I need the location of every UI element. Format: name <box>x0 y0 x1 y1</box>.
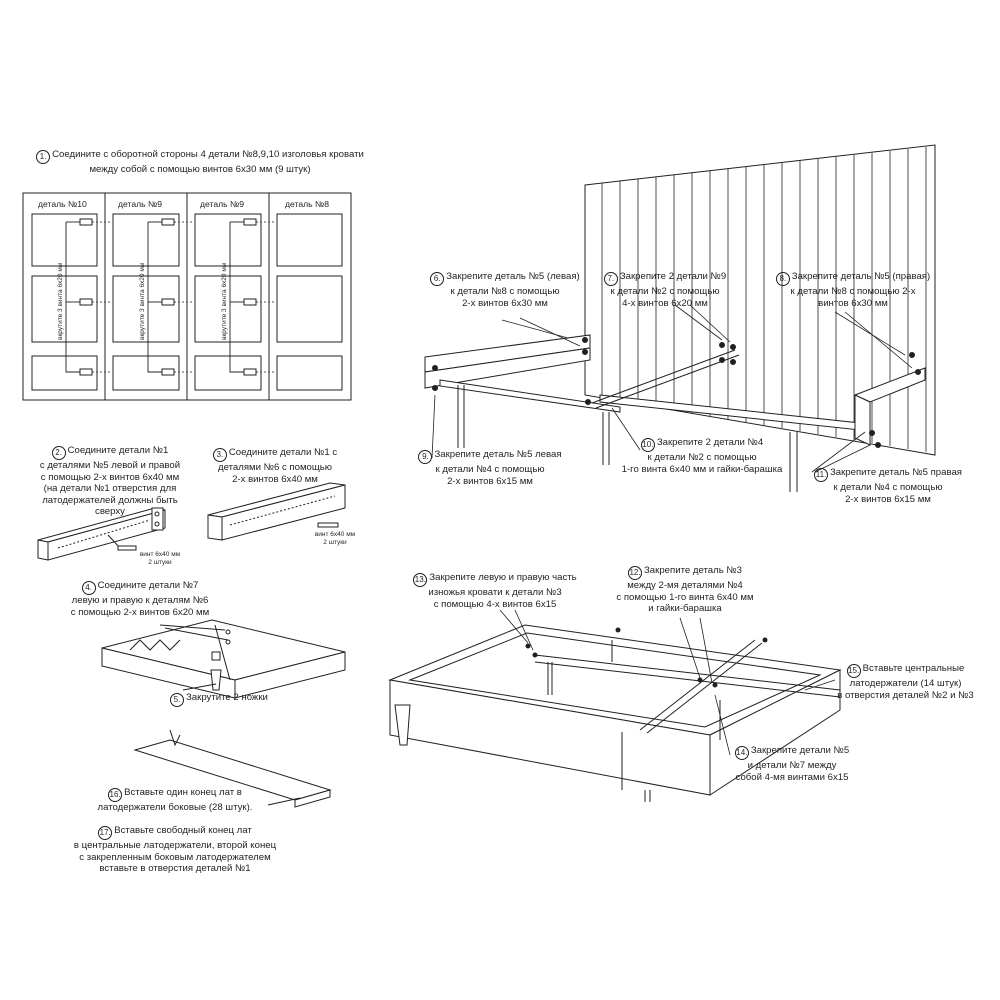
screw-note-a <box>120 551 200 567</box>
step-7-line2: к детали №2 с помощью <box>610 286 720 297</box>
step-number: 10. <box>641 438 655 452</box>
step-4-line2: левую и правую к деталям №6 <box>71 595 209 606</box>
step4-parts <box>102 620 345 698</box>
step-11-line1: Закрепите деталь №5 правая <box>829 467 963 478</box>
label-part-9b: деталь №9 <box>200 199 245 209</box>
label-part-8: деталь №8 <box>285 199 330 209</box>
step-6-line2: к детали №8 с помощью <box>450 286 560 297</box>
step-3-line1: Соедините детали №1 с <box>228 447 338 458</box>
step-number: 13. <box>413 573 427 587</box>
step-2-line3: с помощью 2-х винтов 6х40 мм <box>40 471 180 483</box>
step-7-line1: Закрепите 2 детали №9 <box>619 271 727 282</box>
label-screws-2: вкрутите 3 винта 6х20 мм <box>139 262 146 340</box>
step-10-line2: к детали №2 с помощью <box>647 452 757 463</box>
step-6-line3: 2-х винтов 6х30 мм <box>462 297 548 309</box>
step-15-line3: в отверстия деталей №2 и №3 <box>837 689 974 701</box>
step-number: 9. <box>418 450 432 464</box>
step-number: 12. <box>628 566 642 580</box>
step-17-line1: Вставьте свободный конец лат <box>114 825 252 836</box>
step-9-text <box>410 449 570 487</box>
step-number: 17. <box>98 826 112 840</box>
step-15-line2: латодержатели (14 штук) <box>849 678 962 689</box>
step-3-text <box>200 447 350 485</box>
screw-note-b <box>300 531 370 547</box>
step-11-text <box>808 467 968 505</box>
step-17-line2: в центральные латодержатели, второй конец <box>73 840 277 851</box>
step-13-line2: изножья кровати к детали №3 <box>428 587 562 598</box>
step-5-text <box>170 692 290 707</box>
step-4-text <box>55 580 225 618</box>
step-14-line3: собой 4-мя винтами 6х15 <box>735 771 849 783</box>
step-number: 1. <box>36 150 50 164</box>
step-number: 7. <box>604 272 618 286</box>
step-2-line2: с деталями №5 левой и правой <box>39 460 181 471</box>
step-17-line3: с закрепленным боковым латодержателем <box>79 851 271 863</box>
step-2-line4: (на детали №1 отверстия для <box>43 483 177 495</box>
step-number: 11. <box>814 468 828 482</box>
step-number: 14. <box>735 746 749 760</box>
label-screws-3: вкрутите 3 винта 6х20 мм <box>221 262 228 340</box>
step-number: 15. <box>847 664 861 678</box>
step-16-line2: латодержатели боковые (28 штук). <box>97 802 253 813</box>
step-9-line1: Закрепите деталь №5 левая <box>434 449 562 460</box>
step-3-line2: деталями №6 с помощью <box>218 462 332 473</box>
step-9-line3: 2-х винтов 6х15 мм <box>447 475 533 487</box>
step-10-line3: 1-го винта 6х40 мм и гайки-барашка <box>621 463 783 475</box>
step-15-line1: Вставьте центральные <box>862 663 965 674</box>
step-13-line3: с помощью 4-х винтов 6х15 <box>433 598 557 610</box>
step-number: 3. <box>213 448 227 462</box>
step-17-line4: вставьте в отверстия деталей №1 <box>99 863 251 875</box>
step-number: 4. <box>82 581 96 595</box>
step-number: 5. <box>170 693 184 707</box>
step-11-line2: к детали №4 с помощью <box>833 482 943 493</box>
step-12-line3: с помощью 1-го винта 6х40 мм <box>616 591 754 603</box>
step-12-line4: и гайки-барашка <box>648 603 722 615</box>
step-2-text <box>30 445 190 518</box>
step-13-text <box>400 572 590 610</box>
step-5-line1: Закрутите 2 ножки <box>186 692 268 703</box>
step-8-text <box>768 271 938 309</box>
step-15-text <box>828 663 983 701</box>
label-part-9a: деталь №9 <box>118 199 163 209</box>
step-8-line2: к детали №8 с помощью 2-х <box>790 286 916 297</box>
step-7-text <box>600 271 730 309</box>
step-number: 16. <box>108 788 122 802</box>
step-12-text <box>605 565 765 615</box>
step-number: 2. <box>52 446 66 460</box>
step-number: 6. <box>430 272 444 286</box>
step-13-line1: Закрепите левую и правую часть <box>429 572 577 583</box>
step-7-line3: 4-х винтов 6х20 мм <box>622 297 708 309</box>
step-2-line5: латодержателей должны быть сверху <box>42 494 178 518</box>
step-3-line3: 2-х винтов 6х40 мм <box>232 473 318 485</box>
step-16-text <box>85 787 265 814</box>
step-11-line3: 2-х винтов 6х15 мм <box>845 493 931 505</box>
step-4-line1: Соедините детали №7 <box>97 580 199 591</box>
step-14-text <box>722 745 862 783</box>
step-6-text <box>425 271 585 309</box>
screw-size-a: винт 6х40 мм <box>139 551 181 558</box>
screw-qty-b: 2 штуки <box>323 539 347 546</box>
step-9-line2: к детали №4 с помощью <box>435 464 545 475</box>
label-screws-1: вкрутите 3 винта 6х20 мм <box>57 262 64 340</box>
step-8-line1: Закрепите деталь №5 (правая) <box>791 271 931 282</box>
screw-qty-a: 2 штуки <box>148 559 172 566</box>
step-10-line1: Закрепите 2 детали №4 <box>656 437 764 448</box>
step-16-line1: Вставьте один конец лат в <box>124 787 242 798</box>
step-10-text <box>612 437 792 475</box>
step-number: 8. <box>776 272 790 286</box>
step-6-line1: Закрепите деталь №5 (левая) <box>446 271 580 282</box>
label-part-10: деталь №10 <box>38 199 87 209</box>
step-8-line3: винтов 6х30 мм <box>818 297 888 309</box>
step-1-line2: между собой с помощью винтов 6х30 мм (9 штук) <box>89 164 311 175</box>
step-12-line2: между 2-мя деталями №4 <box>627 580 743 591</box>
step-12-line1: Закрепите деталь №3 <box>644 565 742 576</box>
headboard-panels-back <box>23 193 351 400</box>
step-1-line1: Соедините с оборотной стороны 4 детали №8,9,10 изголовья кровати <box>52 149 364 160</box>
step-14-line1: Закрепите детали №5 <box>750 745 850 756</box>
screw-size-b: винт 6х40 мм <box>314 531 356 538</box>
step-2-line1: Соедините детали №1 <box>67 445 169 456</box>
step-17-text <box>65 825 285 875</box>
step-4-line3: с помощью 2-х винтов 6х20 мм <box>70 606 210 618</box>
step-1-text <box>30 149 370 176</box>
step-14-line2: и детали №7 между <box>747 760 837 771</box>
